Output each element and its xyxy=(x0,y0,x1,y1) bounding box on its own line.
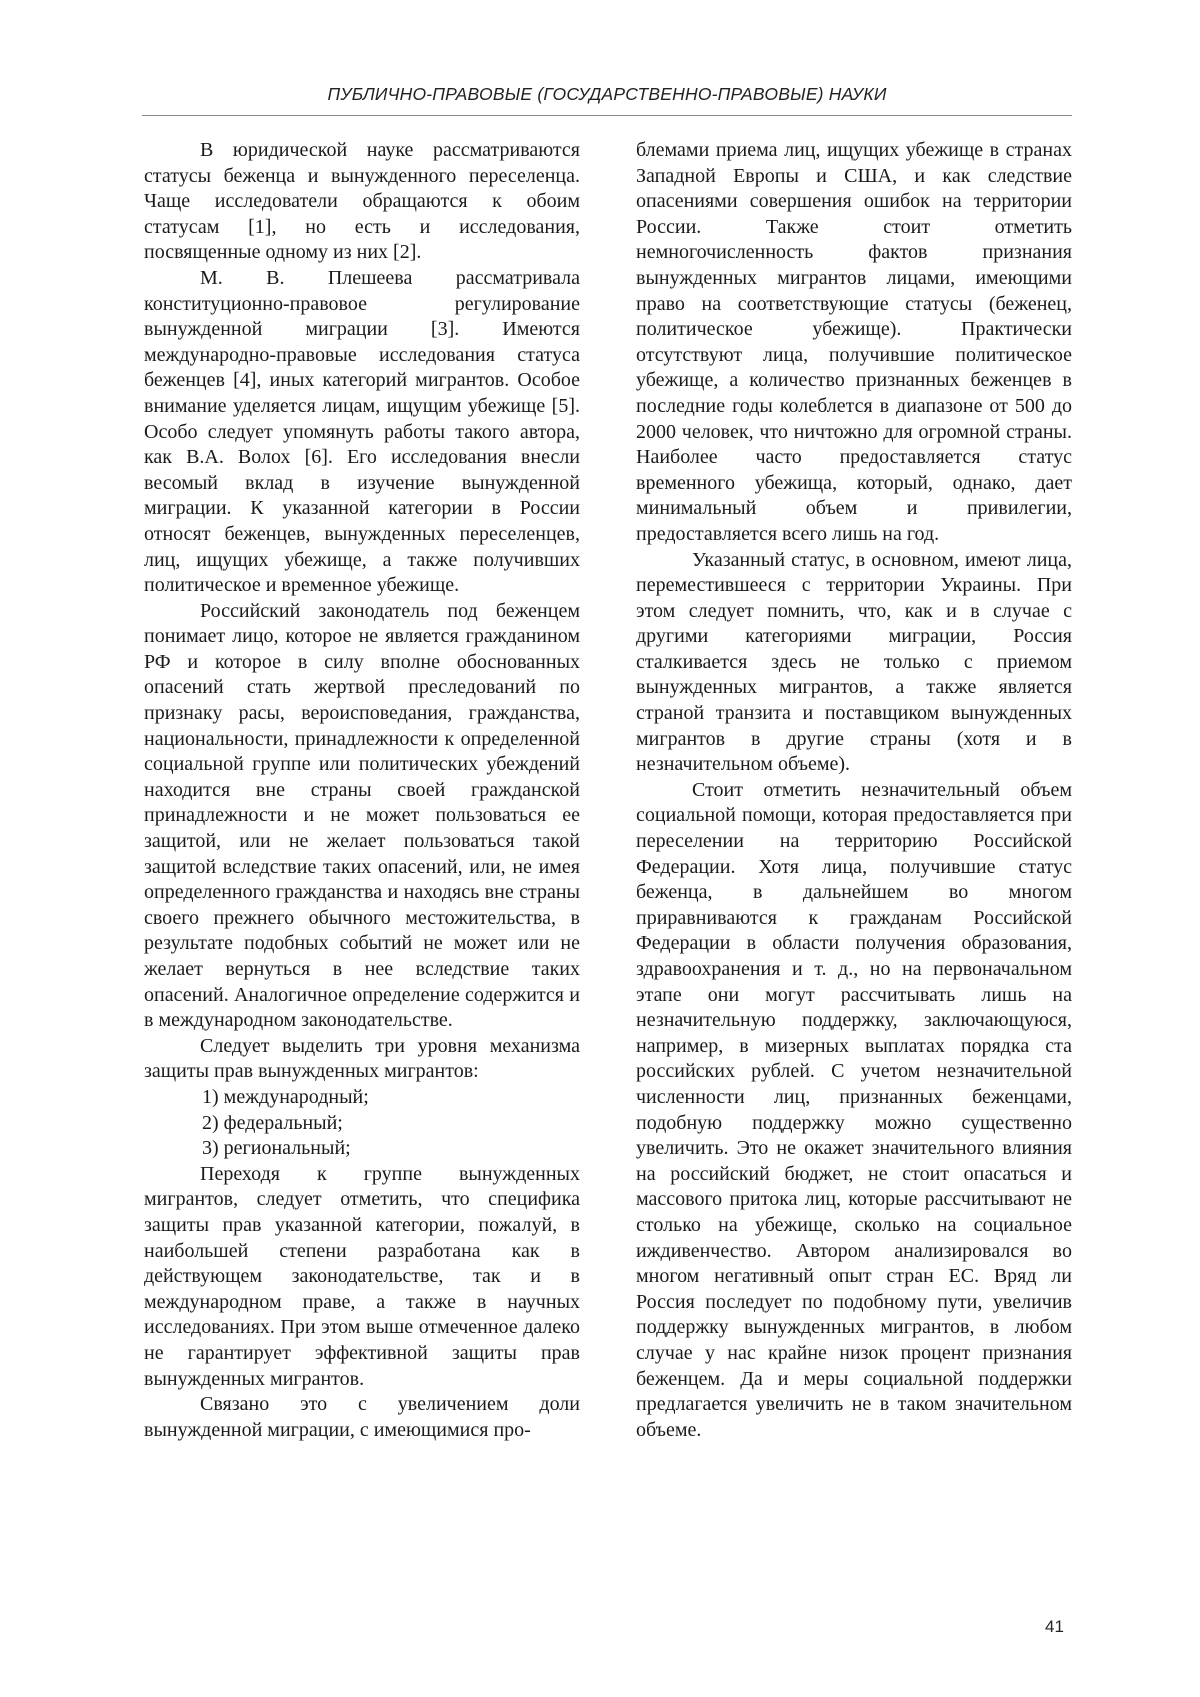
paragraph: Следует выделить три уровня механизма защиты прав вынужденных мигрантов: xyxy=(144,1034,580,1083)
list-item: 1) международный; xyxy=(202,1085,369,1108)
running-header: ПУБЛИЧНО-ПРАВОВЫЕ (ГОСУДАРСТВЕННО-ПРАВОВЫЕ) НАУКИ xyxy=(327,84,887,104)
left-column xyxy=(144,138,580,1443)
paragraph: Указанный статус, в основном, имеют лица, переместившееся с территории Украины. При этом следует помнить, что, как и в случае с другими категориями миграции, Россия сталкивается здесь не только с приемом вынужденных мигрантов, а также является страной транзита и поставщиком вынужденных мигрантов в другие страны (хотя и в незначительном объеме). xyxy=(636,548,1072,776)
paragraph: Связано это с увеличением доли вынужденной миграции, с имеющимися про- xyxy=(144,1393,580,1441)
header-divider xyxy=(142,115,1072,116)
paragraph: блемами приема лиц, ищущих убежище в странах Западной Европы и США, и как следствие опасениями совершения ошибок на территории России. Также стоит отметить немногочисленность фактов признания вынужденных мигрантов лицами, имеющими право на соответствующие статусы (беженец, политическое убежище). Практически отсутствуют лица, получившие политическое убежище, а количество признанных беженцев в последние годы колеблется в диапазоне от 500 до 2000 человек, что ничтожно для огромной страны. Наиболее часто предоставляется статус временного убежища, который, однако, дает минимальный объем и привилегии, предоставляется всего лишь на год. xyxy=(636,139,1072,545)
right-column xyxy=(636,138,1072,1443)
paragraph: М. В. Плешеева рассматривала конституционно-правовое регулирование вынужденной миграции [3]. Имеются международно-правовые исследования статуса беженцев [4], иных категорий мигрантов. Особое внимание уделяется лицам, ищущим убежище [5]. Особо следует упомянуть работы такого автора, как В.А. Волох [6]. Его исследования внесли весомый вклад в изучение вынужденной миграции. К указанной категории в России относят беженцев, вынужденных переселенцев, лиц, ищущих убежище, а также получивших политическое и временное убежище. xyxy=(144,266,580,597)
paragraph: Российский законодатель под беженцем понимает лицо, которое не является гражданином РФ и которое в силу вполне обоснованных опасений стать жертвой преследований по признаку расы, вероисповедания, гражданства, национальности, принадлежности к определенной социальной группе или политических убеждений находится вне страны своей гражданской принадлежности и не может пользоваться ее защитой, или не желает пользоваться такой защитой вследствие таких опасений, или, не имея определенного гражданства и находясь вне страны своего прежнего обычного местожительства, в результате подобных событий не может или не желает вернуться в нее вследствие таких опасений. Аналогичное определение содержится и в международном законодательстве. xyxy=(144,599,580,1032)
page-number: 41 xyxy=(1045,1617,1064,1636)
list-item: 3) региональный; xyxy=(202,1137,351,1160)
paragraph: Стоит отметить незначительный объем социальной помощи, которая предоставляется при переселении на территорию Российской Федерации. Хотя лица, получившие статус беженца, в дальнейшем во многом приравниваются к гражданам Российской Федерации в области получения образования, здравоохранения и т. д., но на первоначальном этапе они могут рассчитывать лишь на незначительную поддержку, заключающуюся, например, в мизерных выплатах порядка ста российских рублей. С учетом незначительной численности лиц, признанных беженцами, подобную поддержку можно существенно увеличить. Это не окажет значительного влияния на российский бюджет, не стоит опасаться и массового притока лиц, которые рассчитывают не столько на убежище, сколько на социальное иждивенчество. Автором анализировался во многом негативный опыт стран ЕС. Вряд ли Россия последует по подобному пути, увеличив поддержку вынужденных мигрантов, в любом случае у нас крайне низок процент признания беженцем. Да и меры социальной поддержки предлагается увеличить не в таком значительном объеме. xyxy=(636,778,1072,1441)
paragraph: Переходя к группе вынужденных мигрантов, следует отметить, что специфика защиты прав указанной категории, пожалуй, в наибольшей степени разработана как в действующем законодательстве, так и в международном праве, а также в научных исследованиях. При этом выше отмеченное далеко не гарантирует эффективной защиты прав вынужденных мигрантов. xyxy=(144,1162,580,1390)
list-item: 2) федеральный; xyxy=(202,1111,343,1134)
paragraph: В юридической науке рассматриваются статусы беженца и вынужденного переселенца. Чаще исследователи обращаются к обоим статусам [1], но есть и исследования, посвященные одному из них [2]. xyxy=(144,139,580,264)
